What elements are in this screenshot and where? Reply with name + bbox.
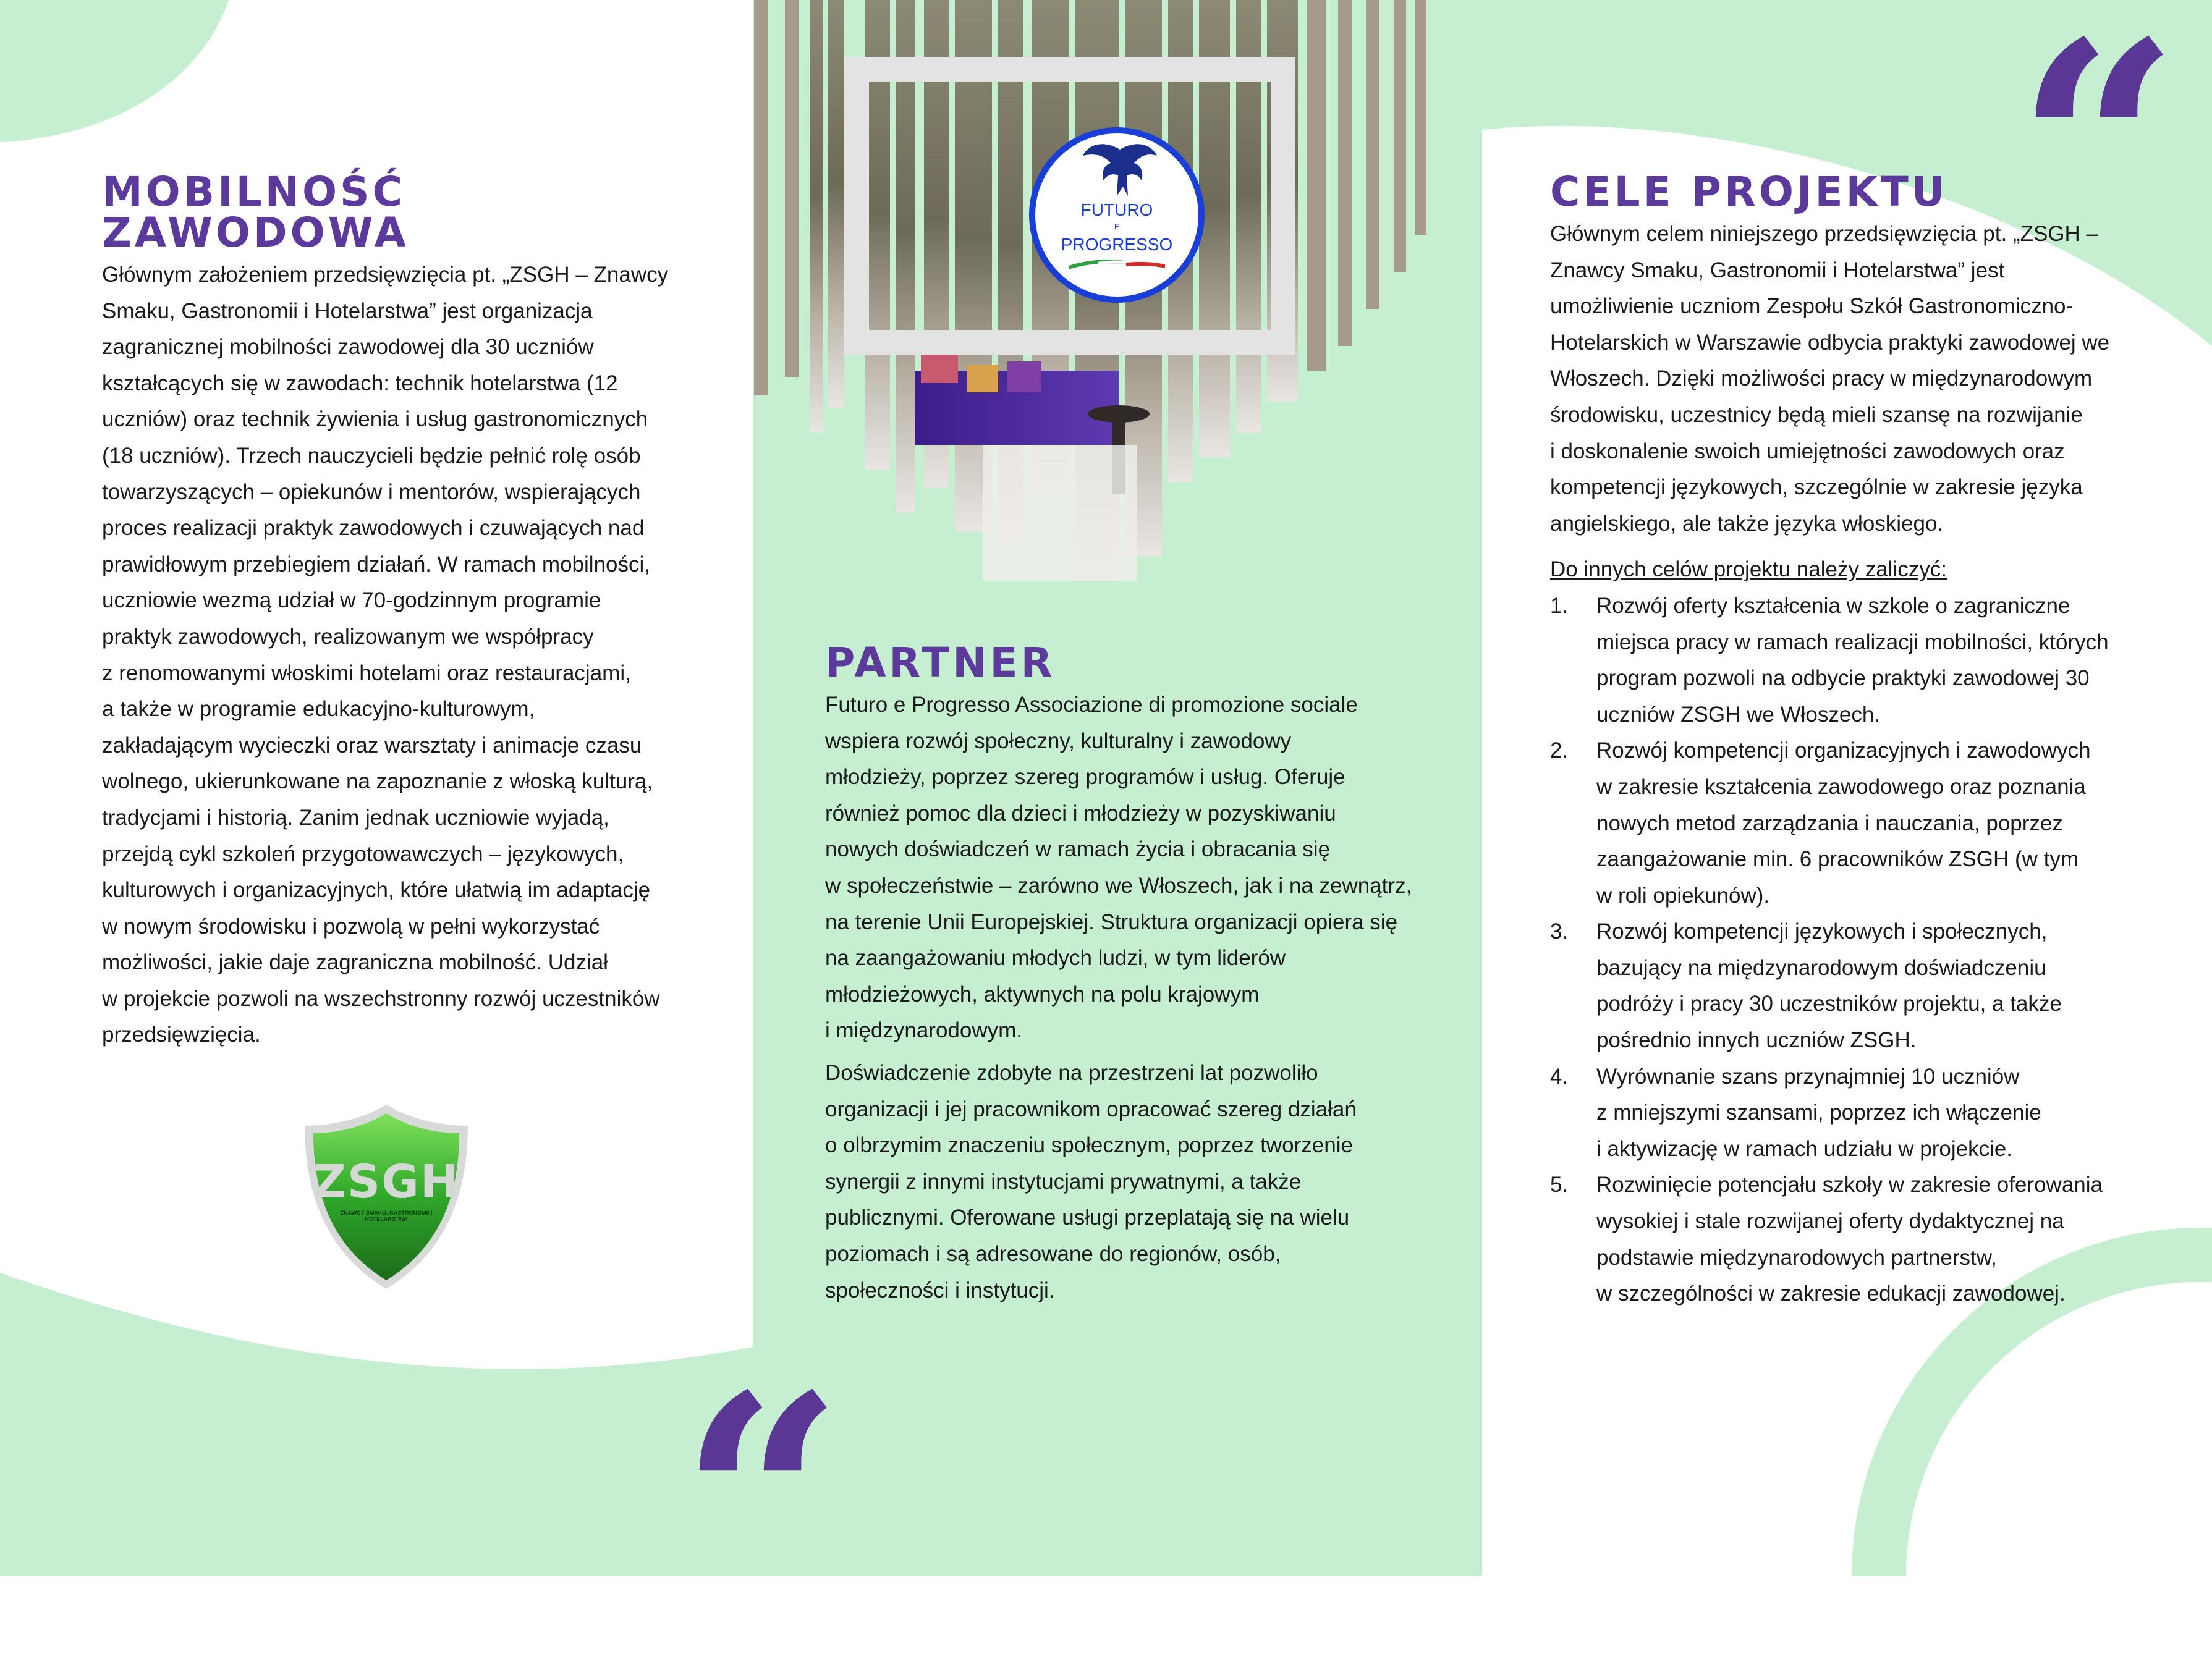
text-line: synergii z innymi instytucjami prywatnymi, a także bbox=[825, 1169, 1302, 1194]
text-line: Rozwinięcie potencjału szkoły w zakresie oferowania bbox=[1596, 1173, 2103, 1197]
text-line: w nowym środowisku i pozwolą w pełni wykorzystać bbox=[102, 914, 600, 939]
bottom-left-wave bbox=[0, 1273, 753, 1576]
text-line: prawidłowym przebiegiem działań. W ramach mobilności, bbox=[102, 552, 650, 576]
text-line: podstawie międzynarodowych partnerstw, bbox=[1596, 1245, 1997, 1270]
text-line: zaangażowanie min. 6 pracowników ZSGH (w tym bbox=[1596, 847, 2079, 872]
text-line: (18 uczniów). Trzech nauczycieli będzie pełnić rolę osób bbox=[102, 443, 641, 468]
text-line: nowych metod zarządzania i nauczania, poprzez bbox=[1596, 811, 2063, 835]
goal-number: 1. bbox=[1550, 593, 1569, 618]
partner-logo-line2: E bbox=[1114, 222, 1119, 231]
text-line: również pomoc dla dzieci i młodzieży w pozyskiwaniu bbox=[825, 801, 1336, 825]
text-line: tradycjami i historią. Zanim jednak uczniowie wyjadą, bbox=[102, 805, 609, 830]
text-line: wysokiej i stale rozwijanej oferty dydaktycznej na bbox=[1596, 1209, 2064, 1234]
text-line: a także w programie edukacyjno-kulturowym, bbox=[102, 697, 535, 722]
text-line: na terenie Unii Europejskiej. Struktura organizacji opiera się bbox=[825, 909, 1398, 934]
text-line: z mniejszymi szansami, poprzez ich włączenie bbox=[1596, 1100, 2041, 1125]
partner-logo-line1: FUTURO bbox=[1080, 200, 1153, 219]
text-line: Rozwój kompetencji językowych i społecznych, bbox=[1596, 919, 2048, 944]
partner-paragraph-2 bbox=[825, 1055, 1443, 1309]
text-line: proces realizacji praktyk zawodowych i czuwających nad bbox=[102, 516, 645, 541]
text-line: z renomowanymi włoskimi hotelami oraz restauracjami, bbox=[102, 660, 631, 685]
text-line: publicznymi. Oferowane usługi przeplatają się na wielu bbox=[825, 1205, 1350, 1230]
eagle-icon bbox=[1080, 137, 1160, 205]
text-line: pośrednio innych uczniów ZSGH. bbox=[1596, 1028, 1917, 1053]
text-line: kształcących się w zawodach: technik hotelarstwa (12 bbox=[102, 371, 618, 395]
text-line: organizacji i jej pracownikom opracować szereg działań bbox=[825, 1097, 1357, 1121]
goal-item bbox=[1550, 733, 2168, 914]
text-line: Znawcy Smaku, Gastronomii i Hotelarstwa” jest bbox=[1550, 258, 2005, 282]
text-line: i doskonalenie swoich umiejętności zawodowych oraz bbox=[1550, 439, 2065, 463]
text-line: towarzyszących – opiekunów i mentorów, wspierających bbox=[102, 479, 641, 504]
quote-mark-bottom-middle: “ bbox=[680, 1333, 844, 1667]
left-column bbox=[102, 168, 695, 1053]
text-line: możliwości, jakie daje zagraniczna mobilność. Udział bbox=[102, 950, 608, 975]
left-heading: MOBILNOŚĆ ZAWODOWA bbox=[102, 168, 409, 256]
text-line: kulturowych i organizacyjnych, które ułatwią im adaptację bbox=[102, 878, 651, 903]
partner-logo bbox=[1029, 127, 1205, 303]
text-line: uczniowie wezmą udział w 70-godzinnym programie bbox=[102, 588, 601, 613]
text-line: zakładającym wycieczki oraz warsztaty i animacje czasu bbox=[102, 733, 642, 758]
text-line: społeczności i instytucji. bbox=[825, 1278, 1055, 1302]
text-line: w zakresie kształcenia zawodowego oraz poznania bbox=[1596, 774, 2086, 799]
text-line: praktyk zawodowych, realizowanym we współpracy bbox=[102, 624, 594, 649]
text-line: w projekcie pozwoli na wszechstronny rozwój uczestników bbox=[102, 986, 660, 1011]
text-line: Rozwój oferty kształcenia w szkole o zagraniczne bbox=[1596, 593, 2070, 618]
goal-number: 2. bbox=[1550, 738, 1569, 763]
goal-item bbox=[1550, 1167, 2168, 1312]
zsgh-logo-subtitle: ZNAWCY SMAKU, GASTRONOMII I HOTELARSTWA bbox=[340, 1210, 433, 1222]
text-line: uczniów) oraz technik żywienia i usług gastronomicznych bbox=[102, 407, 648, 432]
text-line: umożliwienie uczniom Zespołu Szkół Gastronomiczno- bbox=[1550, 294, 2074, 319]
goal-number: 5. bbox=[1550, 1173, 1569, 1197]
text-line: Głównym celem niniejszego przedsięwzięcia pt. „ZSGH – bbox=[1550, 222, 2098, 246]
goals-list bbox=[1550, 588, 2168, 1312]
goal-item bbox=[1550, 1059, 2168, 1168]
text-line: kompetencji językowych, szczególnie w zakresie języka bbox=[1550, 475, 2083, 500]
partner-paragraph-1 bbox=[825, 687, 1443, 1049]
goals-heading: CELE PROJEKTU bbox=[1550, 168, 1948, 216]
goal-number: 4. bbox=[1550, 1064, 1569, 1089]
goals-subheading: Do innych celów projektu należy zaliczyć: bbox=[1550, 557, 1947, 582]
right-column bbox=[1550, 168, 2168, 1312]
text-line: w szczególności w zakresie edukacji zawodowej. bbox=[1596, 1281, 2066, 1306]
italian-flag-swoosh-icon bbox=[1067, 256, 1166, 271]
text-line: młodzieży, poprzez szereg programów i usług. Oferuje bbox=[825, 765, 1345, 790]
goal-item bbox=[1550, 914, 2168, 1058]
text-line: Wyrównanie szans przynajmniej 10 uczniów bbox=[1596, 1064, 2020, 1089]
text-line: Rozwój kompetencji organizacyjnych i zawodowych bbox=[1596, 738, 2091, 763]
text-line: na zaangażowaniu młodych ludzi, w tym liderów bbox=[825, 946, 1286, 971]
text-line: w roli opiekunów). bbox=[1596, 883, 1770, 908]
goal-number: 3. bbox=[1550, 919, 1569, 944]
text-line: angielskiego, ale także języka włoskiego. bbox=[1550, 511, 1944, 536]
text-line: przedsięwzięcia. bbox=[102, 1023, 261, 1047]
text-line: wspiera rozwój społeczny, kulturalny i zawodowy bbox=[825, 728, 1292, 753]
partner-logo-line3: PROGRESSO bbox=[1061, 235, 1173, 254]
middle-column bbox=[825, 639, 1443, 1309]
text-line: miejsca pracy w ramach realizacji mobilności, których bbox=[1596, 630, 2109, 654]
zsgh-logo-text: ZSGH bbox=[313, 1155, 460, 1209]
text-line: zagranicznej mobilności zawodowej dla 30 uczniów bbox=[102, 335, 594, 360]
text-line: wolnego, ukierunkowane na zapoznanie z włoską kulturą, bbox=[102, 769, 653, 794]
text-line: podróży i pracy 30 uczestników projektu, a także bbox=[1596, 992, 2062, 1016]
text-line: i aktywizację w ramach udziału w projekcie. bbox=[1596, 1136, 2013, 1161]
partner-heading: PARTNER bbox=[825, 639, 1056, 686]
text-line: bazujący na międzynarodowym doświadczeniu bbox=[1596, 955, 2046, 980]
text-line: młodzieżowych, aktywnych na polu krajowym bbox=[825, 982, 1260, 1007]
text-line: w społeczeństwie – zarówno we Włoszech, jak i na zewnątrz, bbox=[825, 873, 1412, 898]
text-line: i międzynarodowym. bbox=[825, 1018, 1022, 1043]
goal-item bbox=[1550, 588, 2168, 733]
text-line: Głównym założeniem przedsięwzięcia pt. „ZSGH – Znawcy bbox=[102, 263, 669, 287]
zsgh-logo bbox=[300, 1101, 473, 1293]
text-line: Smaku, Gastronomii i Hotelarstwa” jest organizacja bbox=[102, 298, 593, 323]
text-line: program pozwoli na odbycie praktyki zawodowej 30 bbox=[1596, 666, 2090, 691]
quote-mark-top-right: “ bbox=[2016, 0, 2180, 314]
text-line: nowych doświadczeń w ramach życia i obracania się bbox=[825, 837, 1331, 862]
top-left-blob bbox=[0, 0, 229, 142]
text-line: uczniów ZSGH we Włoszech. bbox=[1596, 702, 1881, 727]
text-line: poziomach i są adresowane do regionów, osób, bbox=[825, 1241, 1281, 1266]
text-line: środowisku, uczestnicy będą mieli szansę na rozwijanie bbox=[1550, 402, 2083, 427]
text-line: Doświadczenie zdobyte na przestrzeni lat pozwoliło bbox=[825, 1060, 1318, 1085]
text-line: Włoszech. Dzięki możliwości pracy w międzynarodowym bbox=[1550, 366, 2093, 391]
text-line: Futuro e Progresso Associazione di promozione sociale bbox=[825, 693, 1358, 717]
left-paragraph bbox=[102, 257, 695, 1053]
text-line: Hotelarskich w Warszawie odbycia praktyki zawodowej we bbox=[1550, 330, 2110, 355]
text-line: o olbrzymim znaczeniu społecznym, poprzez tworzenie bbox=[825, 1133, 1353, 1158]
text-line: przejdą cykl szkoleń przygotowawczych – językowych, bbox=[102, 842, 624, 866]
